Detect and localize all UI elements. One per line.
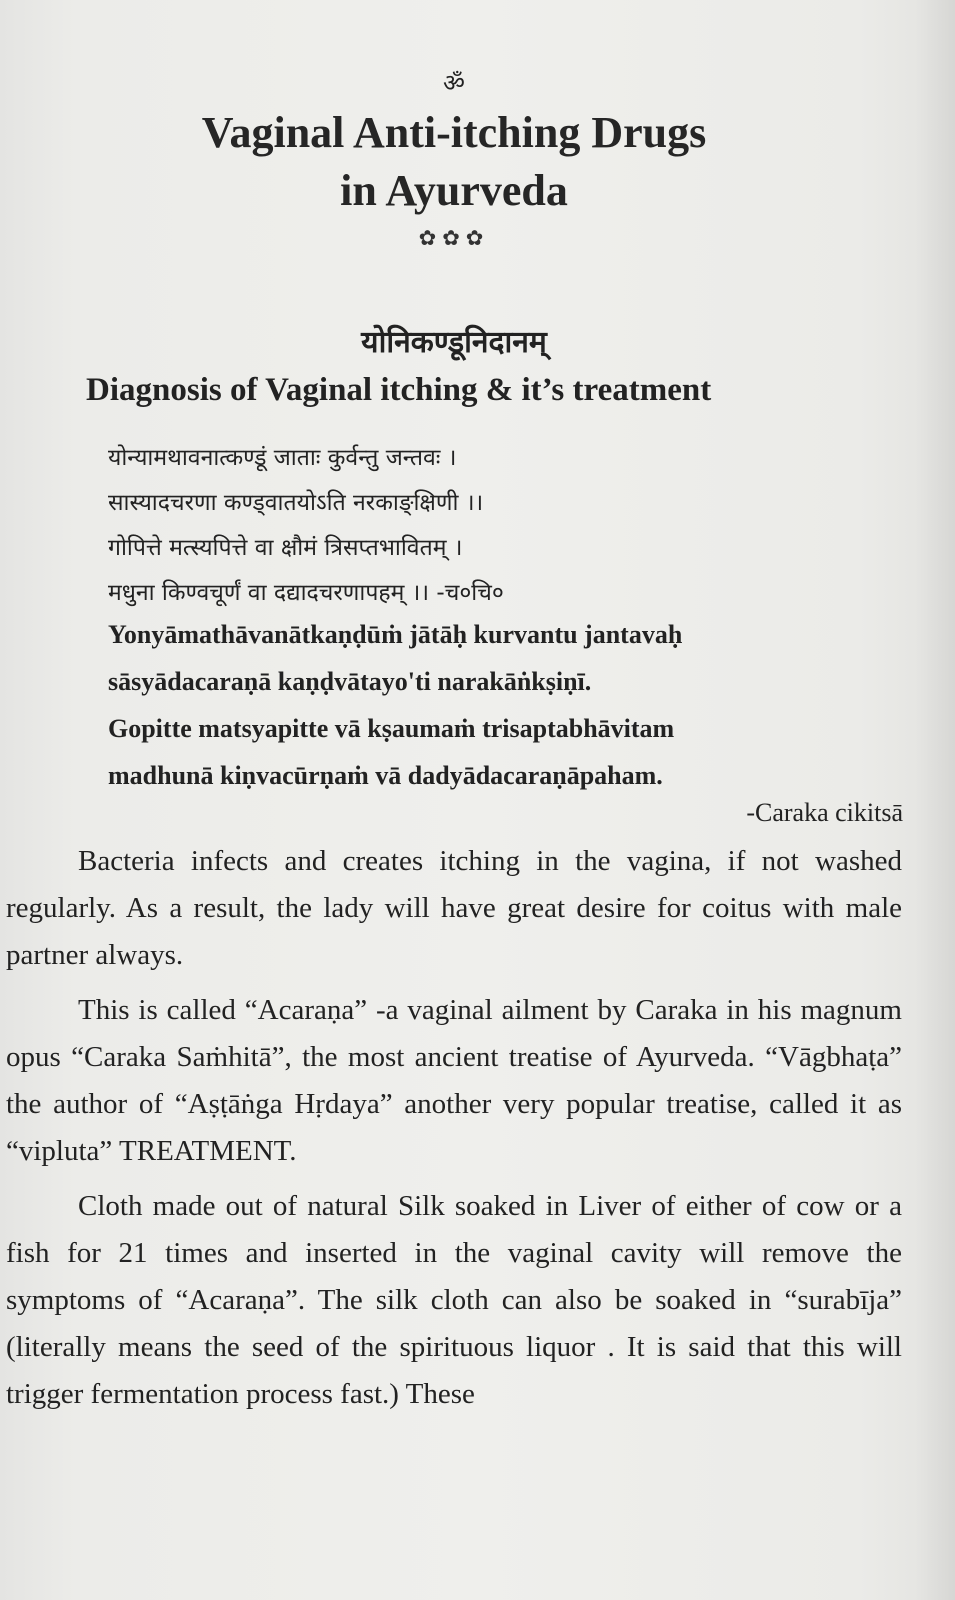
section-heading: Diagnosis of Vaginal itching & it’s treatment — [86, 372, 712, 408]
title-line-2: in Ayurveda — [340, 166, 568, 215]
verse-transliteration-line: madhunā kiṇvacūrṇaṁ vā dadyādacaraṇāpaham. — [108, 761, 663, 790]
verse-transliteration-line: Yonyāmathāvanātkaṇḍūṁ jātāḥ kurvantu jantavaḥ — [108, 620, 683, 649]
om-symbol: ॐ — [443, 69, 465, 97]
verse-devanagari-line: गोपित्ते मत्स्यपित्ते वा क्षौमं त्रिसप्तभावितम् । — [108, 535, 463, 561]
body-paragraph: This is called “Acaraṇa” -a vaginal ailment by Caraka in his magnum opus “Caraka Saṁhitā”, the most ancient treatise of Ayurveda. “Vāgbhaṭa” the author of “Aṣṭāṅga Hṛdaya” another very popular treatise, called it as “vipluta” TREATMENT. — [6, 994, 902, 1167]
body-text — [6, 838, 902, 1426]
page-edge-shadow — [915, 0, 955, 1600]
title-line-1: Vaginal Anti-itching Drugs — [201, 108, 707, 157]
body-paragraph: Bacteria infects and creates itching in the vagina, if not washed regularly. As a result, the lady will have great desire for coitus with male partner always. — [6, 845, 902, 971]
body-paragraph: Cloth made out of natural Silk soaked in Liver of either of cow or a fish for 21 times and inserted in the vaginal cavity will remove the symptoms of “Acaraṇa”. The silk cloth can also be soaked in “surabīja” (literally means the seed of the spirituous liquor . It is said that this will trigger fermentation process fast.) These — [6, 1190, 902, 1410]
sanskrit-section-title: योनिकण्डूनिदानम् — [361, 325, 547, 360]
verse-source: -Caraka cikitsā — [746, 798, 903, 827]
ornament-divider: ✿✿✿ — [418, 226, 490, 250]
verse-devanagari-line: सास्यादचरणा कण्ड्वातयोऽति नरकाङ्क्षिणी ।। — [108, 490, 484, 516]
verse-devanagari-line: मधुना किण्वचूर्णं वा दद्यादचरणापहम् ।। -च०चि० — [108, 580, 504, 606]
verse-devanagari-line: योन्यामथावनात्कण्डूं जाताः कुर्वन्तु जन्तवः । — [108, 445, 457, 471]
verse-transliteration-line: Gopitte matsyapitte vā kṣaumaṁ trisaptabhāvitam — [108, 714, 675, 743]
page-title — [0, 104, 908, 220]
verse-transliteration-line: sāsyādacaraṇā kaṇḍvātayo'ti narakāṅkṣiṇī. — [108, 667, 592, 696]
